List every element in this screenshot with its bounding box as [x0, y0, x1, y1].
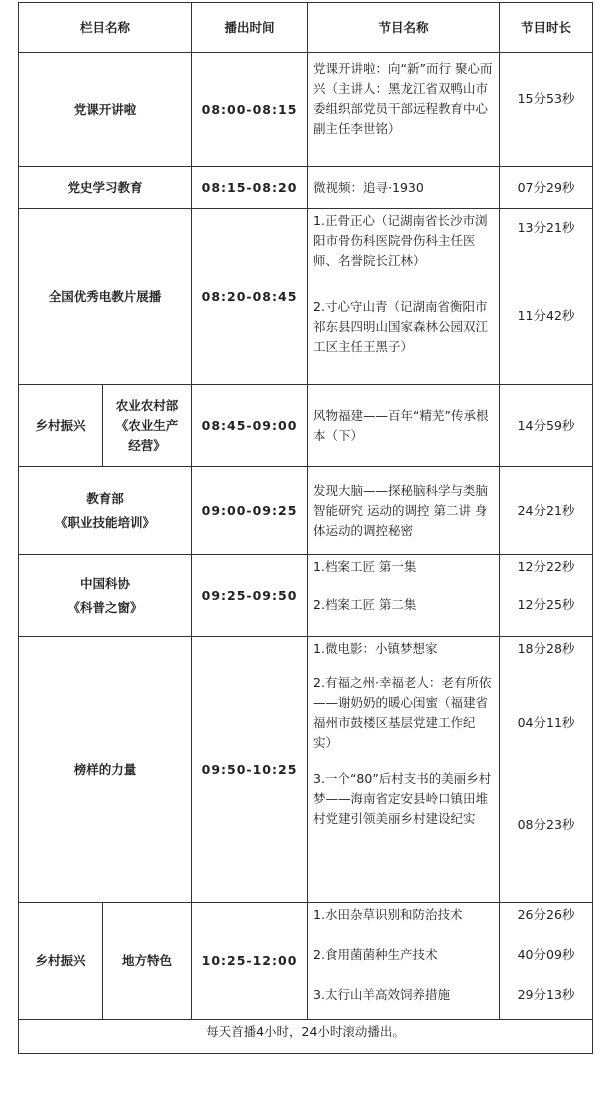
duration-value: 12分22秒 [517, 559, 575, 574]
duration-value: 26分26秒 [517, 907, 575, 922]
program-item: 1.正骨正心（记湖南省长沙市浏阳市骨伤科医院骨伤科主任医师、名誉院长江林） [313, 213, 488, 268]
duration-value: 13分21秒 [517, 220, 575, 235]
program-cell [308, 209, 500, 385]
footer-note [19, 1020, 593, 1054]
duration-value: 40分09秒 [517, 947, 575, 962]
duration-cell [500, 555, 593, 637]
column-name [19, 555, 192, 637]
column-name: 全国优秀电教片展播 [19, 209, 192, 385]
table-row [19, 903, 593, 1020]
program-cell [308, 53, 500, 167]
header-broadcast-time: 播出时间 [192, 3, 308, 53]
sub-column-line: 经营》 [128, 437, 166, 453]
column-name: 乡村振兴 [19, 385, 103, 467]
program-cell [308, 555, 500, 637]
program-item: 微视频：追寻·1930 [313, 179, 424, 195]
duration-value: 29分13秒 [517, 987, 575, 1002]
duration-value: 08分23秒 [517, 817, 575, 832]
duration-cell [500, 385, 593, 467]
sub-column-line: 农业农村部 [115, 397, 179, 413]
footer-row [19, 1020, 593, 1054]
sub-column-line: 《农业生产 [115, 417, 179, 433]
duration-cell [500, 209, 593, 385]
column-name [19, 467, 192, 555]
column-name: 榜样的力量 [19, 637, 192, 903]
table-row [19, 167, 593, 209]
column-name: 党史学习教育 [19, 167, 192, 209]
duration-cell [500, 467, 593, 555]
program-cell [308, 167, 500, 209]
column-name: 乡村振兴 [19, 903, 103, 1020]
table-row [19, 53, 593, 167]
program-item: 风物福建——百年“精芜”传承根本（下） [313, 407, 489, 443]
program-item: 2.有福之州·幸福老人：老有所依——谢奶奶的暖心闺蜜（福建省福州市鼓楼区基层党建工作纪实） [313, 675, 492, 750]
duration-value: 15分53秒 [517, 91, 575, 106]
table-row [19, 467, 593, 555]
header-row [19, 3, 593, 53]
program-item: 3.一个“80”后村支书的美丽乡村梦——海南省定安县岭口镇田堆村党建引领美丽乡村建设纪实 [313, 771, 492, 826]
program-item: 党课开讲啦：向“新”而行 聚心而兴（主讲人：黑龙江省双鸭山市委组织部党员干部远程教育中心副主任李世铭） [313, 61, 493, 136]
program-cell [308, 385, 500, 467]
broadcast-time: 08:45-09:00 [192, 385, 308, 467]
table-row [19, 637, 593, 903]
duration-value: 18分28秒 [517, 641, 575, 656]
table-row [19, 555, 593, 637]
program-item: 2.寸心守山青（记湖南省衡阳市祁东县四明山国家森林公园双江工区主任王黑子） [313, 299, 489, 354]
column-name-line: 《科普之窗》 [67, 599, 143, 615]
program-item: 1.水田杂草识别和防治技术 [313, 907, 463, 922]
broadcast-time: 08:15-08:20 [192, 167, 308, 209]
duration-value: 04分11秒 [517, 715, 575, 730]
program-item: 1.微电影：小镇梦想家 [313, 641, 438, 656]
column-name-line: 中国科协 [80, 575, 131, 591]
broadcast-time: 10:25-12:00 [192, 903, 308, 1020]
header-program-name: 节目名称 [308, 3, 500, 53]
program-cell [308, 637, 500, 903]
schedule-table [18, 2, 593, 1054]
duration-value: 12分25秒 [517, 597, 575, 612]
table-row [19, 385, 593, 467]
program-item: 发现大脑——探秘脑科学与类脑智能研究 运动的调控 第二讲 身体运动的调控秘密 [313, 482, 489, 538]
duration-cell [500, 167, 593, 209]
broadcast-time: 09:00-09:25 [192, 467, 308, 555]
sub-column-line: 地方特色 [122, 953, 173, 968]
duration-cell [500, 53, 593, 167]
sub-column-name [103, 903, 192, 1020]
column-name-line: 教育部 [86, 490, 124, 506]
broadcast-time: 09:25-09:50 [192, 555, 308, 637]
broadcast-time: 08:00-08:15 [192, 53, 308, 167]
program-item: 1.档案工匠 第一集 [313, 559, 417, 574]
duration-value: 14分59秒 [517, 417, 575, 433]
column-name: 党课开讲啦 [19, 53, 192, 167]
broadcast-time: 09:50-10:25 [192, 637, 308, 903]
duration-value: 07分29秒 [517, 179, 575, 195]
program-cell [308, 467, 500, 555]
duration-cell [500, 903, 593, 1020]
sub-column-name [103, 385, 192, 467]
program-item: 2.档案工匠 第二集 [313, 597, 417, 612]
table-row [19, 209, 593, 385]
column-name-line: 《职业技能培训》 [55, 514, 156, 530]
footer-text: 每天首播4小时，24小时滚动播出。 [206, 1024, 405, 1039]
program-item: 3.太行山羊高效饲养措施 [313, 987, 450, 1002]
duration-value: 24分21秒 [517, 502, 575, 518]
broadcast-time: 08:20-08:45 [192, 209, 308, 385]
header-duration: 节目时长 [500, 3, 593, 53]
header-column-name: 栏目名称 [19, 3, 192, 53]
duration-cell [500, 637, 593, 903]
program-cell [308, 903, 500, 1020]
program-item: 2.食用菌菌种生产技术 [313, 947, 438, 962]
duration-value: 11分42秒 [517, 308, 575, 323]
